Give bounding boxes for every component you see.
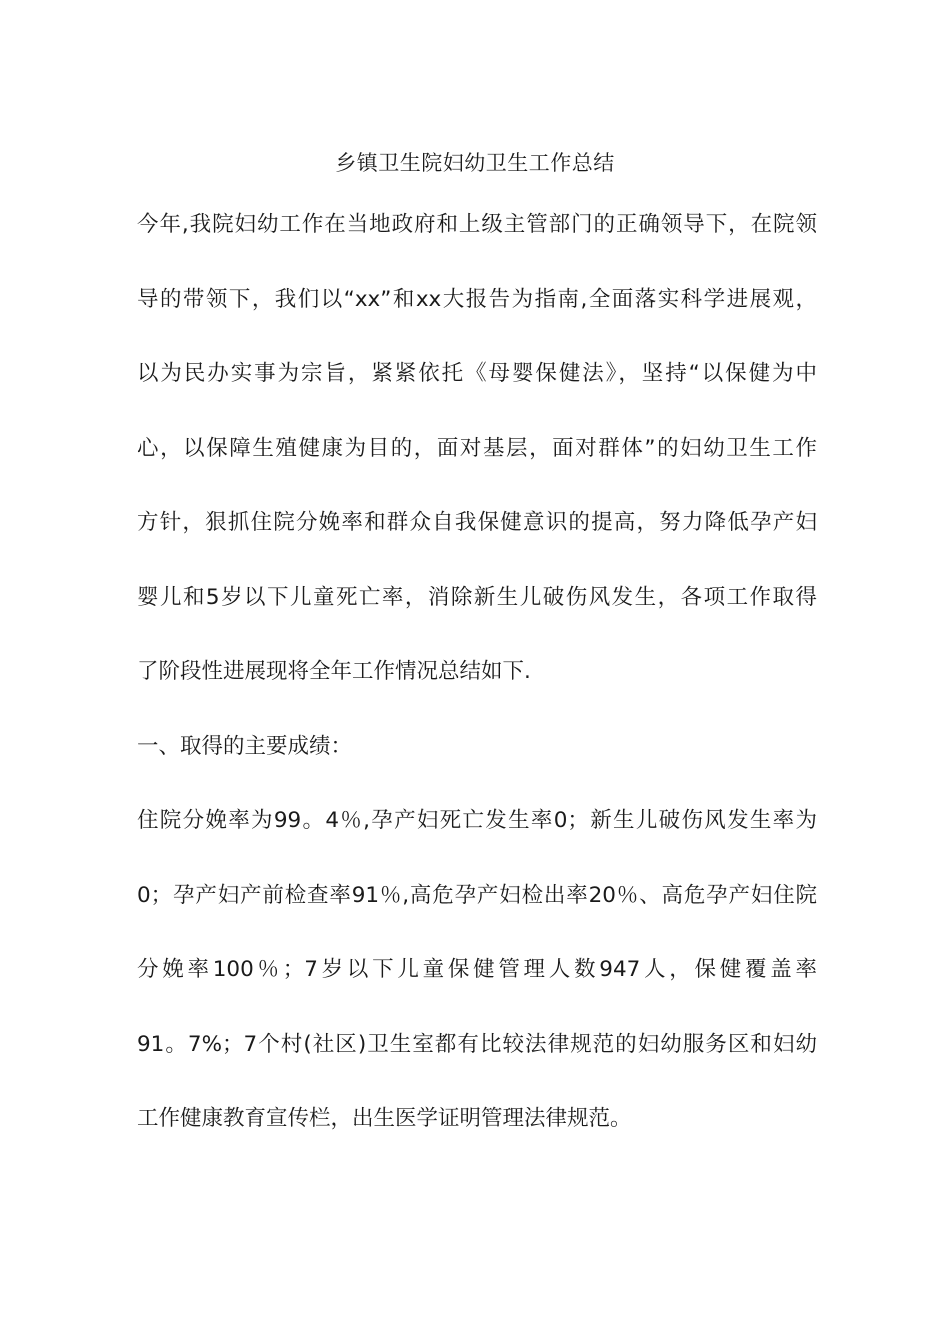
paragraph-line: 91。7%；7个村(社区)卫生室都有比较法律规范的妇幼服务区和妇幼 (137, 1031, 817, 1057)
paragraph-line: 分娩率100％；7岁以下儿童保健管理人数947人，保健覆盖率 (137, 957, 817, 982)
paragraph-line: 婴儿和5岁以下儿童死亡率，消除新生儿破伤风发生，各项工作取得 (137, 584, 817, 610)
paragraph-line: 心，以保障生殖健康为目的，面对基层，面对群体”的妇幼卫生工作 (137, 435, 817, 461)
paragraph-achievements (137, 784, 817, 1157)
paragraph-intro (137, 188, 817, 710)
document-title: 乡镇卫生院妇幼卫生工作总结 (335, 151, 615, 175)
paragraph-line: 0；孕产妇产前检查率91％,高危孕产妇检出率20％、高危孕产妇住院 (137, 882, 817, 908)
section-heading: 一、取得的主要成绩： (137, 734, 353, 759)
paragraph-line: 以为民办实事为宗旨，紧紧依托《母婴保健法》，坚持“以保健为中 (137, 361, 817, 386)
paragraph-line: 工作健康教育宣传栏，出生医学证明管理法律规范。 (137, 1106, 632, 1131)
paragraph-line: 今年,我院妇幼工作在当地政府和上级主管部门的正确领导下，在院领 (137, 212, 817, 237)
paragraph-line: 住院分娩率为99。4％,孕产妇死亡发生率0；新生儿破伤风发生率为 (137, 808, 817, 833)
paragraph-line: 方针，狠抓住院分娩率和群众自我保健意识的提高，努力降低孕产妇 (137, 510, 817, 535)
paragraph-line: 导的带领下，我们以“xx”和xx大报告为指南,全面落实科学进展观， (137, 286, 817, 312)
paragraph-line: 了阶段性进展现将全年工作情况总结如下. (137, 659, 531, 684)
section-heading-achievements (137, 710, 817, 785)
